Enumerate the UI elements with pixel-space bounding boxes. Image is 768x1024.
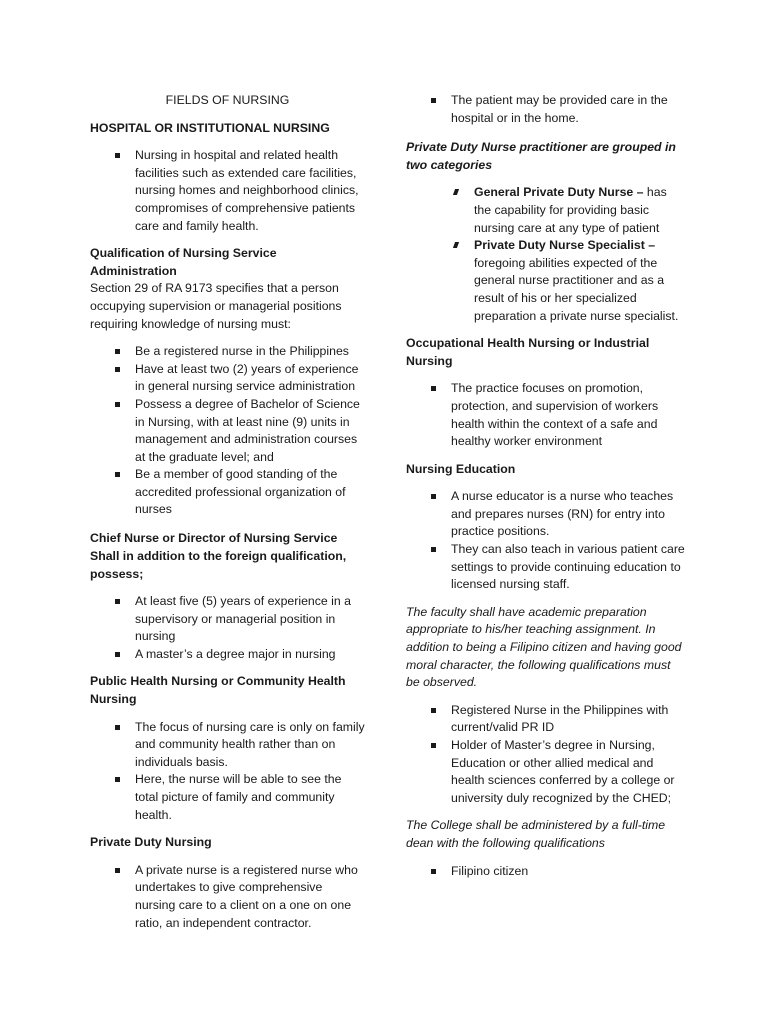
- list-item: A master’s a degree major in nursing: [90, 646, 365, 664]
- list-item: The practice focuses on promotion, protection, and supervision of workers health within the context of a safe and healthy worker environment: [406, 380, 686, 450]
- left-column: [90, 92, 365, 942]
- qualification-paragraph: Section 29 of RA 9173 specifies that a person occupying supervision or managerial positions requiring knowledge of nursing must:: [90, 281, 342, 331]
- education-list: [406, 488, 686, 594]
- heading-chief-nurse: Chief Nurse or Director of Nursing Service Shall in addition to the foreign qualification, possess;: [90, 531, 347, 582]
- list-item: Possess a degree of Bachelor of Science in Nursing, with at least nine (9) units in management and administration courses at the graduate level; and: [90, 396, 365, 466]
- bullet-icon: [453, 189, 459, 195]
- list-item: Be a member of good standing of the accredited professional organization of nurses: [90, 466, 365, 519]
- heading-qualification: Qualification of Nursing Service Administration: [90, 246, 277, 278]
- list-item: They can also teach in various patient care settings to provide continuing education to licensed nursing staff.: [406, 541, 686, 594]
- hospital-list: [90, 147, 365, 235]
- heading-public-health: Public Health Nursing or Community Health Nursing: [90, 674, 346, 707]
- heading-occupational: Occupational Health Nursing or Industrial Nursing: [406, 336, 650, 368]
- list-item: A private nurse is a registered nurse who undertakes to give comprehensive nursing care to a client on a one on one ratio, an independent contractor.: [90, 862, 365, 932]
- list-item: Holder of Master’s degree in Nursing, Education or other allied medical and health sciences conferred by a college or university duly recognized by the CHED;: [406, 737, 686, 807]
- faculty-paragraph: The faculty shall have academic preparation appropriate to his/her teaching assignment. In addition to being a Filipino citizen and having good moral character, the following qualifications must be observed.: [406, 604, 682, 690]
- list-item: Private Duty Nurse Specialist – foregoing abilities expected of the general nurse practitioner and as a result of his or her specialized preparation a private nurse specialist.: [406, 237, 686, 325]
- list-item: Registered Nurse in the Philippines with current/valid PR ID: [406, 702, 686, 737]
- list-item: Be a registered nurse in the Philippines: [90, 343, 365, 361]
- document-title: FIELDS OF NURSING: [165, 93, 290, 107]
- bullet-icon: [431, 743, 436, 748]
- bullet-icon: [115, 349, 120, 354]
- bullet-icon: [453, 242, 459, 248]
- bullet-icon: [431, 708, 436, 713]
- list-item: Filipino citizen: [406, 863, 686, 881]
- private-duty-list: [90, 862, 365, 932]
- patient-care-list: [406, 92, 686, 127]
- bullet-icon: [431, 386, 436, 391]
- bullet-icon: [115, 652, 120, 657]
- public-health-list: [90, 719, 365, 825]
- college-list: [406, 863, 686, 881]
- bullet-icon: [115, 367, 120, 372]
- bullet-icon: [431, 547, 436, 552]
- occupational-list: [406, 380, 686, 450]
- bullet-icon: [115, 472, 120, 477]
- list-item: At least five (5) years of experience in a supervisory or managerial position in nursing: [90, 593, 365, 646]
- list-item: The patient may be provided care in the hospital or in the home.: [406, 92, 686, 127]
- college-paragraph: The College shall be administered by a full-time dean with the following qualifications: [406, 818, 666, 850]
- faculty-list: [406, 702, 686, 808]
- list-item: Here, the nurse will be able to see the total picture of family and community health.: [90, 771, 365, 824]
- bullet-icon: [115, 402, 120, 407]
- chief-list: [90, 593, 365, 663]
- bullet-icon: [431, 98, 436, 103]
- heading-private-duty: Private Duty Nursing: [90, 835, 212, 850]
- bullet-icon: [115, 777, 120, 782]
- list-item: Nursing in hospital and related health facilities such as extended care facilities, nursing homes and neighborhood clinics, compromises of comprehensive patients care and family health.: [90, 147, 365, 235]
- bullet-icon: [115, 153, 120, 158]
- bullet-icon: [115, 868, 120, 873]
- bullet-icon: [431, 869, 436, 874]
- heading-education: Nursing Education: [406, 461, 516, 476]
- category-label: General Private Duty Nurse –: [474, 185, 644, 200]
- right-column: [406, 92, 686, 890]
- bullet-icon: [431, 494, 436, 499]
- bullet-icon: [115, 599, 120, 604]
- list-item: General Private Duty Nurse – has the capability for providing basic nursing care at any type of patient: [406, 184, 686, 237]
- list-item: Have at least two (2) years of experience in general nursing service administration: [90, 361, 365, 396]
- category-label: Private Duty Nurse Specialist –: [474, 238, 656, 253]
- list-item: A nurse educator is a nurse who teaches and prepares nurses (RN) for entry into practice positions.: [406, 488, 686, 541]
- bullet-icon: [115, 725, 120, 730]
- list-item: The focus of nursing care is only on family and community health rather than on individuals basis.: [90, 719, 365, 772]
- private-categories-list: [406, 184, 686, 325]
- qualification-list: [90, 343, 365, 519]
- heading-private-groups: Private Duty Nurse practitioner are grouped in two categories: [406, 140, 676, 172]
- heading-hospital-nursing: HOSPITAL OR INSTITUTIONAL NURSING: [90, 120, 330, 135]
